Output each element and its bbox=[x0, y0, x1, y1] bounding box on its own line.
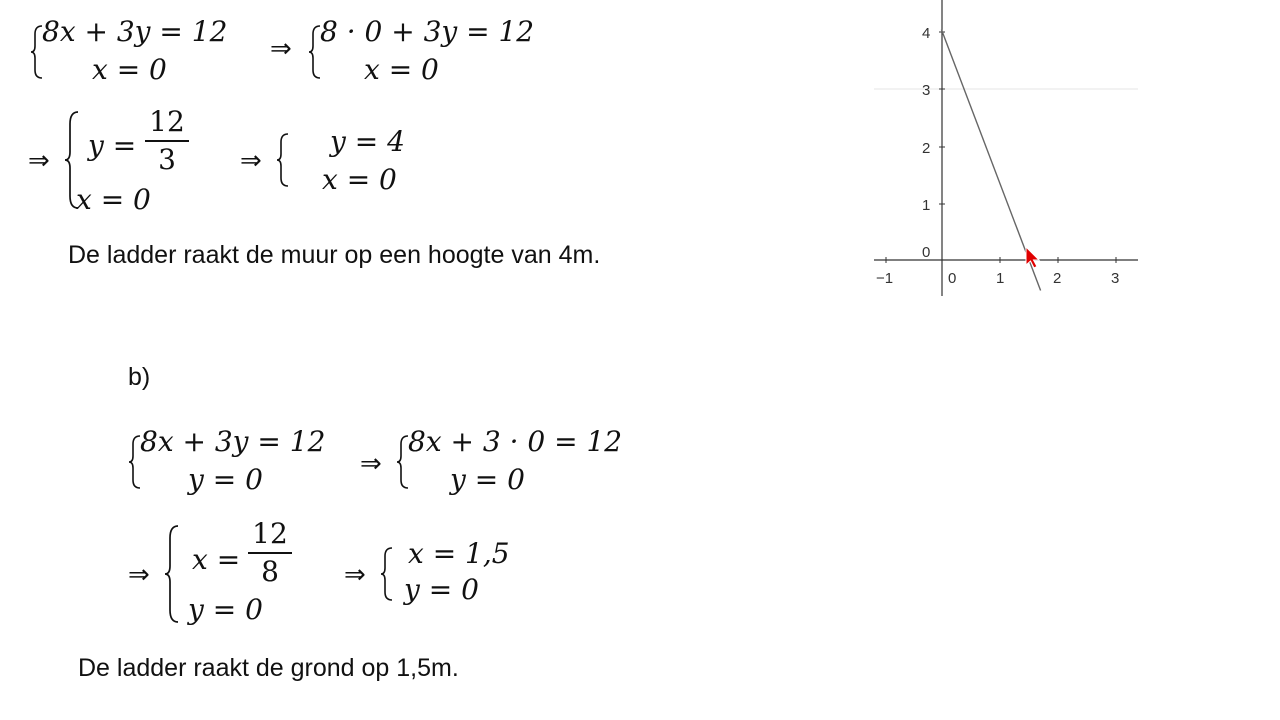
equation: y = 0 bbox=[188, 593, 263, 626]
equation: x = 0 bbox=[92, 53, 167, 86]
left-brace bbox=[164, 524, 180, 624]
part-label: b) bbox=[128, 363, 151, 391]
mouse-cursor-icon bbox=[1026, 247, 1039, 268]
equation: x = 0 bbox=[364, 53, 439, 86]
equation: y = 0 bbox=[404, 573, 479, 606]
fraction bbox=[145, 105, 189, 176]
implies-arrow: ⇒ bbox=[344, 560, 366, 590]
conclusion-text: De ladder raakt de muur op een hoogte van 4m. bbox=[68, 241, 601, 269]
equation-lhs: x = bbox=[192, 543, 241, 576]
fraction-bar bbox=[145, 140, 189, 142]
implies-arrow: ⇒ bbox=[240, 146, 262, 176]
equation: 8x + 3y = 12 bbox=[140, 425, 326, 458]
equation: x = 0 bbox=[322, 163, 397, 196]
equation: x = 0 bbox=[76, 183, 151, 216]
x-tick-label: 3 bbox=[1111, 270, 1120, 287]
equation: y = 4 bbox=[330, 125, 405, 158]
conclusion-text: De ladder raakt de grond op 1,5m. bbox=[78, 654, 459, 682]
implies-arrow: ⇒ bbox=[28, 146, 50, 176]
y-tick-label: 4 bbox=[922, 25, 931, 42]
y-tick-label: 0 bbox=[922, 244, 931, 261]
equation: 8x + 3y = 12 bbox=[42, 15, 228, 48]
graph bbox=[860, 0, 1150, 305]
implies-arrow: ⇒ bbox=[128, 560, 150, 590]
denominator: 8 bbox=[261, 554, 279, 588]
equation: y = 0 bbox=[450, 463, 525, 496]
fraction-bar bbox=[248, 552, 292, 554]
fraction bbox=[248, 517, 292, 588]
implies-arrow: ⇒ bbox=[360, 449, 382, 479]
equation: 8x + 3 · 0 = 12 bbox=[408, 425, 623, 458]
left-brace bbox=[380, 546, 394, 602]
equation-lhs: y = bbox=[88, 129, 137, 162]
equation: y = 0 bbox=[188, 463, 263, 496]
x-tick-label: 2 bbox=[1053, 270, 1062, 287]
left-brace bbox=[276, 132, 290, 188]
denominator: 3 bbox=[158, 142, 176, 176]
implies-arrow: ⇒ bbox=[270, 34, 292, 64]
y-tick-label: 2 bbox=[922, 140, 931, 157]
y-tick-label: 1 bbox=[922, 197, 931, 214]
y-tick-label: 3 bbox=[922, 82, 931, 99]
equation: 8 · 0 + 3y = 12 bbox=[320, 15, 535, 48]
x-tick-label: −1 bbox=[876, 270, 894, 287]
x-tick-label: 0 bbox=[948, 270, 957, 287]
equation: x = 1,5 bbox=[408, 537, 510, 570]
numerator: 12 bbox=[252, 517, 288, 550]
numerator: 12 bbox=[149, 105, 185, 138]
x-tick-label: 1 bbox=[996, 270, 1005, 287]
